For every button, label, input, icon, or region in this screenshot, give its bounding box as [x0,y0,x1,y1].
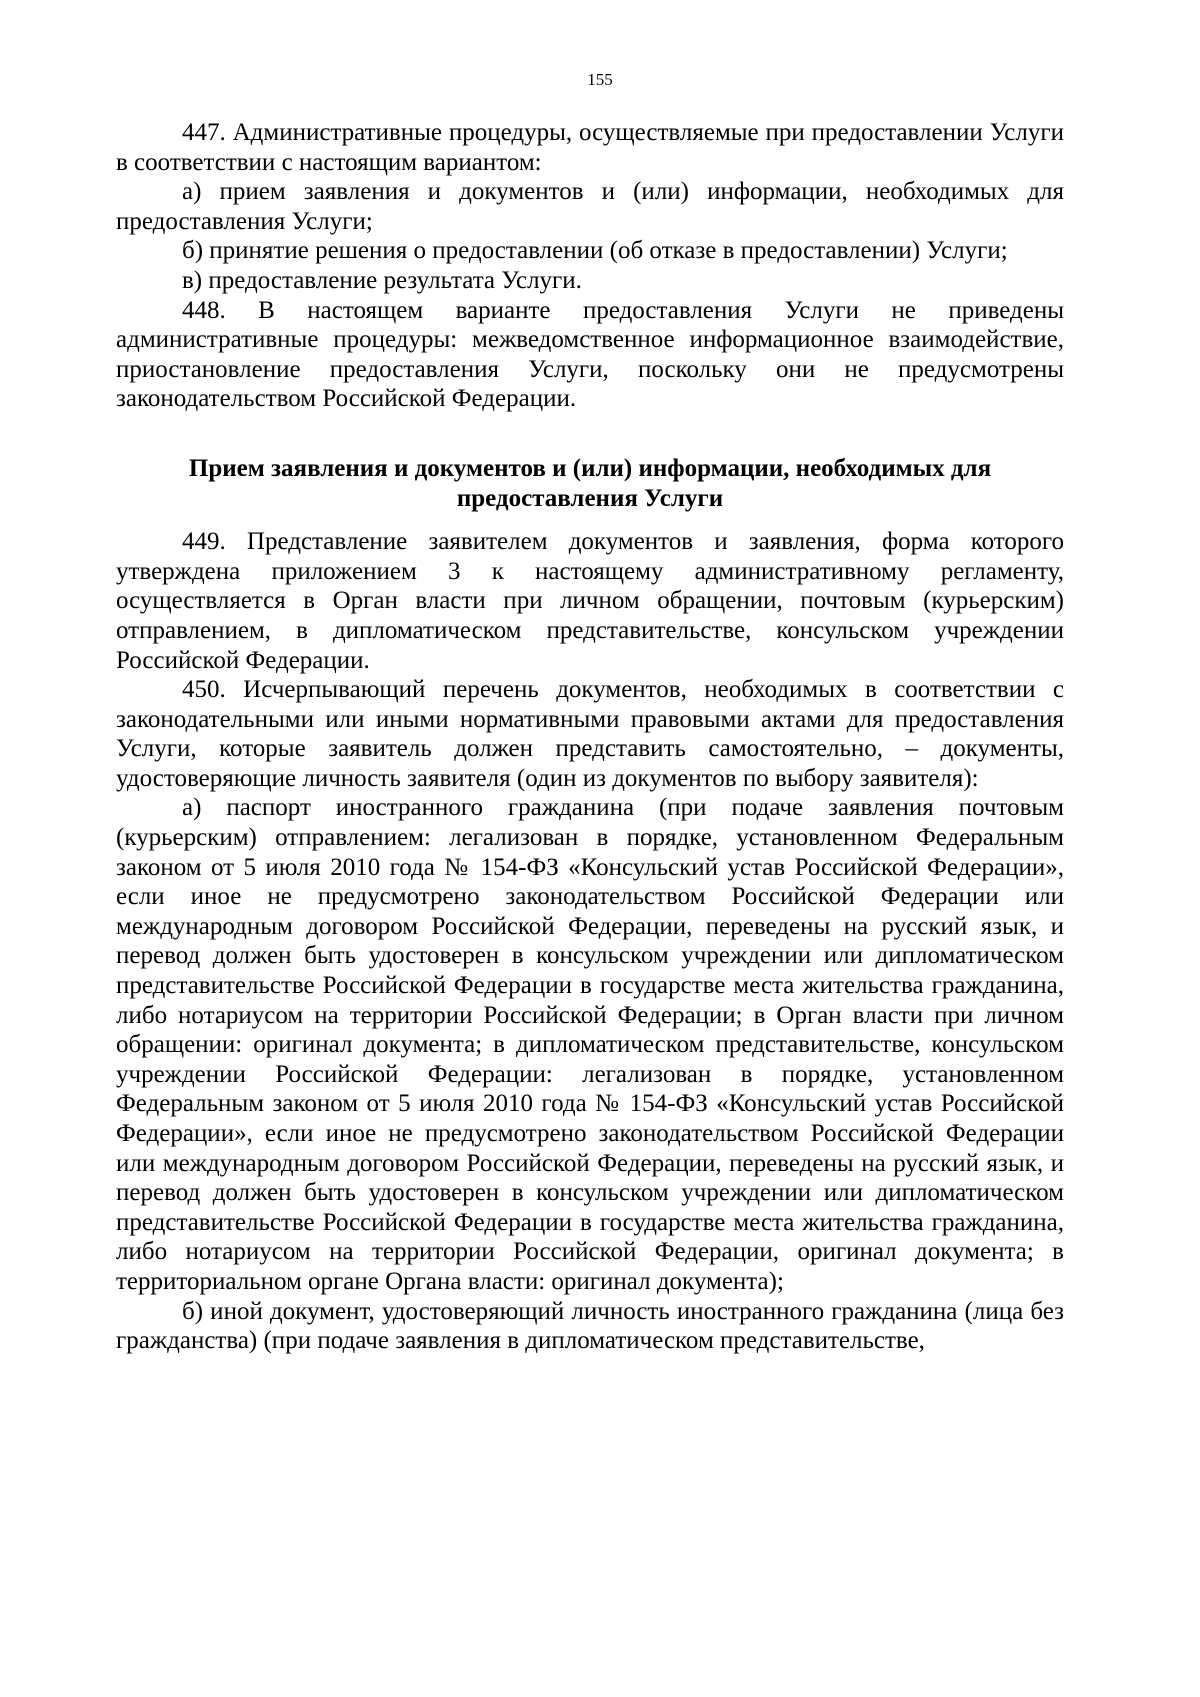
page-number: 155 [587,70,613,89]
paragraph-449: 449. Представление заявителем документов и заявления, форма которого утверждена приложением 3 к настоящему административному регламенту, осуществляется в Орган власти при личном обращении, почтовым (курьерским) отправлением, в дипломатическом представительстве, консульском учреждении Российской Федерации. [116,528,1064,674]
list-item-b: б) принятие решения о предоставлении (об отказе в предоставлении) Услуги; [182,237,1008,265]
list-item-a-passport: а) паспорт иностранного гражданина (при подаче заявления почтовым (курьерским) отправлением: легализован в порядке, установленном Федеральным законом от 5 июля 2010 года № 154-ФЗ «Консульский устав Российской Федерации», если иное не предусмотрено законодательством Российской Федерации или международным договором Российской Федерации, переведены на русский язык, и перевод должен быть удостоверен в консульском учреждении или дипломатическом представительстве Российской Федерации в государстве места жительства гражданина, либо нотариусом на территории Российской Федерации; в Орган власти при личном обращении: оригинал документа; в дипломатическом представительстве, консульском учреждении Российской Федерации: легализован в порядке, установленном Федеральным законом от 5 июля 2010 года № 154-ФЗ «Консульский устав Российской Федерации», если иное не предусмотрено законодательством Российской Федерации или международным договором Российской Федерации, переведены на русский язык, и перевод должен быть удостоверен в консульском учреждении или дипломатическом представительстве Российской Федерации в государстве места жительства гражданина, либо нотариусом на территории Российской Федерации, оригинал документа; в территориальном органе Органа власти: оригинал документа); [116,794,1064,1295]
paragraph-447: 447. Административные процедуры, осуществляемые при предоставлении Услуги в соответствии с настоящим вариантом: [116,119,1064,176]
paragraph-448: 448. В настоящем варианте предоставления Услуги не приведены административные процедуры: межведомственное информационное взаимодействие, приостановление предоставления Услуги, поскольку они не предусмотрены законодательством Российской Федерации. [116,296,1064,413]
list-item-v: в) предоставление результата Услуги. [182,266,582,294]
document-body [116,118,1064,1356]
list-item-b-other-document: б) иной документ, удостоверяющий личность иностранного гражданина (лица без гражданства) (при подаче заявления в дипломатическом представительстве, [116,1297,1064,1355]
paragraph-450: 450. Исчерпывающий перечень документов, необходимых в соответствии с законодательными или иными нормативными правовыми актами для предоставления Услуги, которые заявитель должен представить самостоятельно, – документы, удостоверяющие личность заявителя (один из документов по выбору заявителя): [116,676,1064,792]
section-heading: Прием заявления и документов и (или) информации, необходимых для предоставления Услуги [188,454,992,512]
list-item-a: а) прием заявления и документов и (или) информации, необходимых для предоставления Услуги; [116,178,1064,235]
